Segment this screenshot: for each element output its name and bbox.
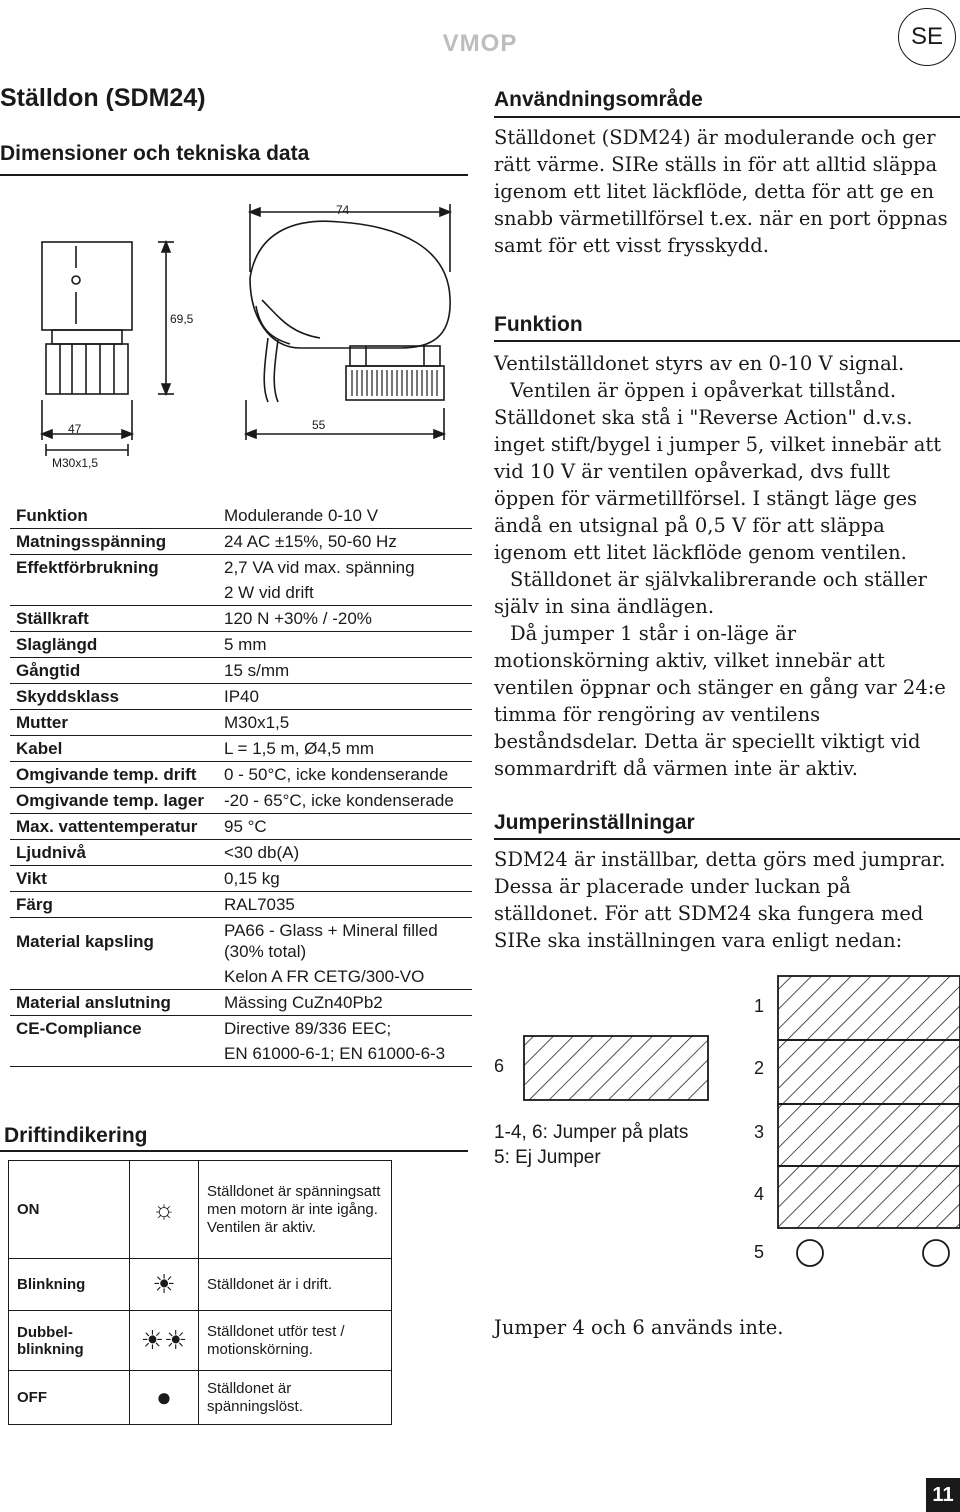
- function-paragraph: Ställdonet är självkalibrerande och ställer själv in sina ändlägen.: [494, 568, 927, 618]
- function-paragraph: Ventilställdonet styrs av en 0-10 V signal.: [494, 352, 905, 375]
- sun-icon: ☼: [130, 1161, 199, 1259]
- spec-value: 0 - 50°C, icke kondenserande: [218, 762, 472, 788]
- spec-value: 95 °C: [218, 814, 472, 840]
- spec-label: CE-Compliance: [16, 1019, 142, 1038]
- spec-label: Ställkraft: [10, 606, 218, 632]
- spec-value: RAL7035: [218, 892, 472, 918]
- spec-value: Directive 89/336 EEC;: [224, 1019, 392, 1038]
- jumper-label-5: 5: [754, 1242, 765, 1262]
- drift-desc: Ställdonet är spänningsatt men motorn är inte igång. Ventilen är aktiv.: [199, 1161, 392, 1259]
- jumper-3-block: [778, 1104, 960, 1166]
- jumper-label-3: 3: [754, 1122, 765, 1142]
- drift-indication-table: [8, 1160, 392, 1425]
- spec-label: Material kapsling: [16, 931, 154, 951]
- section-title-dimensions: Dimensioner och tekniska data: [0, 142, 310, 165]
- spec-value: 5 mm: [218, 632, 472, 658]
- jumper-text: SDM24 är inställbar, detta görs med jumprar. Dessa är placerade under luckan på ställdonet. För att SDM24 ska fungera med SIRe ska inställningen vara enligt nedan:: [494, 848, 946, 952]
- actuator-body-top: [250, 221, 450, 348]
- drift-state: ON: [9, 1161, 130, 1259]
- spec-label: Slaglängd: [10, 632, 218, 658]
- jumper-1-block: [778, 976, 960, 1040]
- spec-value: 2,7 VA vid max. spänning: [224, 558, 415, 577]
- spec-value: Modulerande 0-10 V: [218, 503, 472, 529]
- spec-label: Skyddsklass: [10, 684, 218, 710]
- usage-heading: Användningsområde: [494, 88, 703, 111]
- spec-value: M30x1,5: [218, 710, 472, 736]
- spec-value: L = 1,5 m, Ø4,5 mm: [218, 736, 472, 762]
- jumper-label-6: 6: [494, 1056, 505, 1076]
- dimension-thread: M30x1,5: [52, 456, 99, 470]
- jumper-heading: Jumperinställningar: [494, 811, 695, 834]
- divider: [494, 838, 960, 840]
- function-paragraph: Ventilen är öppen i opåverkat tillstånd. Ställdonet ska stå i "Reverse Action" d.v.s. inget stift/bygel i jumper 5, vilket innebär att vid 10 V är ventilen opåverkad, dvs fullt öppen för värmetillförsel. I stängt läge ges ändå en utsignal på 0,5 V för att släppa igenom ett litet läckflöde genom ventilen.: [494, 379, 942, 564]
- jumper-4-block: [778, 1166, 960, 1228]
- spec-value-2: 2 W vid drift: [218, 580, 472, 606]
- spec-label: Färg: [10, 892, 218, 918]
- page-title: Ställdon (SDM24): [0, 84, 206, 112]
- spec-value: 120 N +30% / -20%: [218, 606, 472, 632]
- jumper-label-4: 4: [754, 1184, 765, 1204]
- jumper-legend-line: 5: Ej Jumper: [494, 1147, 601, 1168]
- spec-label: Matningsspänning: [10, 529, 218, 555]
- function-paragraph: Då jumper 1 står i on-läge är motionskörning aktiv, vilket innebär att ventilen öppnar och stänger en gång var 24:e timma för rengöring av ventilens beståndsdelar. Detta är speciellt viktigt vid sommardrift då värmen inte är aktiv.: [494, 622, 946, 780]
- jumper-legend: [494, 1120, 688, 1170]
- jumper-2-block: [778, 1040, 960, 1104]
- spec-value: -20 - 65°C, icke kondenserade: [218, 788, 472, 814]
- divider: [494, 340, 960, 342]
- spec-label: Funktion: [10, 503, 218, 529]
- spec-value: 24 AC ±15%, 50-60 Hz: [218, 529, 472, 555]
- actuator-dimension-drawing: [0, 188, 480, 488]
- usage-text: Ställdonet (SDM24) är modulerande och ger rätt värme. SIRe ställs in för att alltid släppa igenom ett litet läckflöde, detta för att ge en snabb värmetillförsel t.ex. när en port öppnas samt för ett visst frysskydd.: [494, 126, 948, 257]
- spec-label: Mutter: [10, 710, 218, 736]
- dimension-47: 47: [68, 422, 82, 436]
- spec-label: Omgivande temp. drift: [10, 762, 218, 788]
- spec-label: Vikt: [10, 866, 218, 892]
- jumper-5-pin-right: [923, 1240, 949, 1266]
- dot-icon: ●: [130, 1371, 199, 1425]
- double-half-sun-icon: ☀☀: [130, 1311, 199, 1371]
- drift-desc: Ställdonet är spänningslöst.: [199, 1371, 392, 1425]
- drift-state: OFF: [9, 1371, 130, 1425]
- function-heading: Funktion: [494, 313, 583, 336]
- divider: [0, 1150, 468, 1152]
- spec-value: PA66 - Glass + Mineral filled (30% total): [224, 921, 438, 961]
- divider: [0, 174, 468, 176]
- divider: [494, 116, 960, 118]
- actuator-body-side: [42, 242, 132, 330]
- spec-label: Material anslutning: [10, 990, 218, 1016]
- spec-value: Mässing CuZn40Pb2: [218, 990, 472, 1016]
- spec-label: Ljudnivå: [10, 840, 218, 866]
- spec-value: 0,15 kg: [218, 866, 472, 892]
- dimension-69-5: 69,5: [170, 312, 194, 326]
- spec-value: <30 db(A): [218, 840, 472, 866]
- jumper-6-block: [524, 1036, 708, 1100]
- spec-label: Gångtid: [10, 658, 218, 684]
- brand-header: VMOP: [442, 30, 518, 57]
- jumper-label-2: 2: [754, 1058, 765, 1078]
- dimension-55: 55: [312, 418, 326, 432]
- spec-table: [10, 503, 472, 1067]
- function-text: [494, 350, 956, 782]
- page-number: 11: [926, 1478, 960, 1512]
- spec-label: Kabel: [10, 736, 218, 762]
- spec-value: 15 s/mm: [218, 658, 472, 684]
- jumper-5-pin-left: [797, 1240, 823, 1266]
- drift-desc: Ställdonet är i drift.: [199, 1259, 392, 1311]
- spec-label: Max. vattentemperatur: [10, 814, 218, 840]
- dimension-74: 74: [336, 203, 350, 217]
- jumper-label-1: 1: [754, 996, 765, 1016]
- drift-state: Dubbel-blinkning: [9, 1311, 130, 1371]
- spec-value: IP40: [218, 684, 472, 710]
- drift-desc: Ställdonet utför test / motionskörning.: [199, 1311, 392, 1371]
- jumper-note: Jumper 4 och 6 används inte.: [494, 1316, 784, 1339]
- spec-label: Effektförbrukning: [16, 558, 159, 577]
- drift-state: Blinkning: [9, 1259, 130, 1311]
- language-badge: SE: [898, 8, 956, 66]
- spec-value-2: EN 61000-6-1; EN 61000-6-3: [218, 1041, 472, 1067]
- drift-heading: Driftindikering: [4, 1124, 148, 1147]
- half-sun-icon: ☀: [130, 1259, 199, 1311]
- spec-label: Omgivande temp. lager: [10, 788, 218, 814]
- jumper-legend-line: 1-4, 6: Jumper på plats: [494, 1122, 689, 1143]
- spec-value-2: Kelon A FR CETG/300-VO: [218, 964, 472, 990]
